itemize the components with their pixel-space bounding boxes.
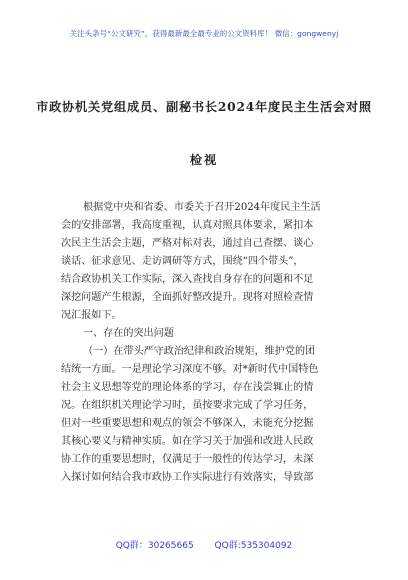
paragraph-line: （一）在带头严守政治纪律和政治规矩，维护党的团 [83, 346, 316, 357]
paragraph-line: 社会主义思想等党的理论体系的学习，存在浅尝辄止的情 [61, 382, 314, 393]
document-title-line-1: 市政协机关党组成员、副秘书长2024年度民主生活会对照 [36, 100, 372, 114]
paragraph-line: 其核心要义与精神实质。如在学习关于加强和改进人民政 [61, 436, 314, 447]
paragraph-line: 协工作的重要思想时，仅满足于一般性的传达学习，未深 [61, 454, 314, 465]
paragraph-line: 深挖问题产生根源，全面抓好整改提升。现将对照检查情 [61, 292, 314, 303]
paragraph-line: 结合政协机关工作实际，深入查找自身存在的问题和不足 [61, 274, 314, 285]
paragraph-line: 会的安排部署，我高度重视，认真对照具体要求，紧扣本 [61, 220, 314, 231]
intro-paragraph [61, 199, 362, 487]
footer-qq-groups [0, 538, 408, 551]
paragraph-line: 况汇报如下。 [61, 310, 122, 321]
document-title-line-2: 检视 [189, 153, 219, 167]
paragraph-line: 但对一些重要思想和观点的领会不够深入，未能充分挖掘 [61, 418, 314, 429]
section-heading: 一、存在的突出问题 [83, 328, 174, 339]
paragraph-line: 谈话、征求意见、走访调研等方式，围绕“四个带头”， [61, 256, 304, 267]
paragraph-line: 次民主生活会主题，严格对标对表，通过自己查摆、谈心 [61, 238, 314, 249]
paragraph-line: 况。在组织机关理论学习时，虽按要求完成了学习任务， [61, 400, 314, 411]
header-promo-note: 关注头条号“公文研究”，获得最新最全最专业的公文资料库！ 微信：gongwenyj [69, 29, 339, 38]
paragraph-line: 根据党中央和省委、市委关于召开2024年度民主生活 [83, 202, 321, 213]
paragraph-line: 结统一方面。一是理论学习深度不够。对*新时代中国特色 [61, 364, 319, 375]
paragraph-line: 入探讨如何结合我市政协工作实际进行有效落实，导致部 [61, 472, 314, 483]
qq-group-1: QQ群：30265665 [115, 541, 194, 551]
qq-group-2: QQ群:535304092 [214, 541, 293, 551]
